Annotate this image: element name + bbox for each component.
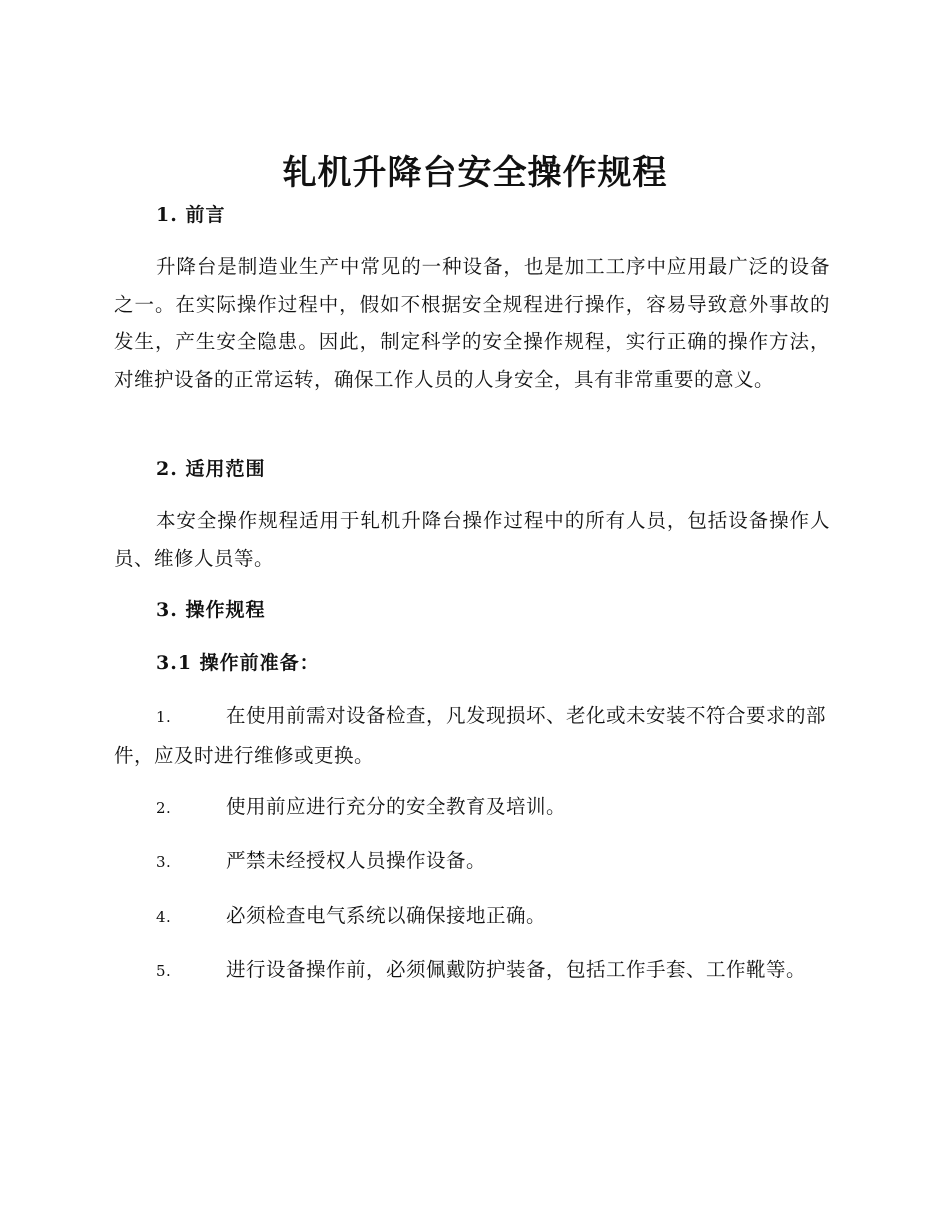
list-item-text: 必须检查电气系统以确保接地正确。 — [226, 904, 547, 927]
list-item-number: 1. — [156, 708, 172, 726]
section-heading-intro: 1. 前言 — [156, 204, 226, 226]
intro-paragraph: 升降台是制造业生产中常见的一种设备，也是加工工序中应用最广泛的设备之一。在实际操作过程中，假如不根据安全规程进行操作，容易导致意外事故的发生，产生安全隐患。因此，制定科学的安全操作规程，实行正确的操作方法，对维护设备的正常运转，确保工作人员的人身安全，具有非常重要的意义。 — [114, 255, 830, 391]
list-item — [114, 897, 830, 937]
scope-paragraph: 本安全操作规程适用于轧机升降台操作过程中的所有人员，包括设备操作人员、维修人员等。 — [114, 509, 830, 570]
list-item-text: 在使用前需对设备检查，凡发现损坏、老化或未安装不符合要求的部件，应及时进行维修或更换。 — [114, 704, 827, 767]
list-item — [114, 842, 830, 882]
subsection-heading-preparation: 3.1 操作前准备： — [156, 652, 320, 674]
list-item — [114, 951, 830, 991]
list-item-text: 使用前应进行充分的安全教育及培训。 — [226, 795, 567, 818]
section-heading-scope: 2. 适用范围 — [156, 458, 266, 480]
section-heading-procedure: 3. 操作规程 — [156, 599, 266, 621]
list-item — [114, 697, 830, 774]
list-item-text: 严禁未经授权人员操作设备。 — [226, 849, 487, 872]
list-item-number: 3. — [156, 853, 172, 871]
list-item-number: 5. — [156, 962, 172, 980]
document-title: 轧机升降台安全操作规程 — [282, 153, 668, 193]
list-item — [114, 788, 830, 828]
list-item-text: 进行设备操作前，必须佩戴防护装备，包括工作手套、工作靴等。 — [226, 958, 807, 981]
list-item-number: 4. — [156, 908, 172, 926]
list-item-number: 2. — [156, 799, 172, 817]
